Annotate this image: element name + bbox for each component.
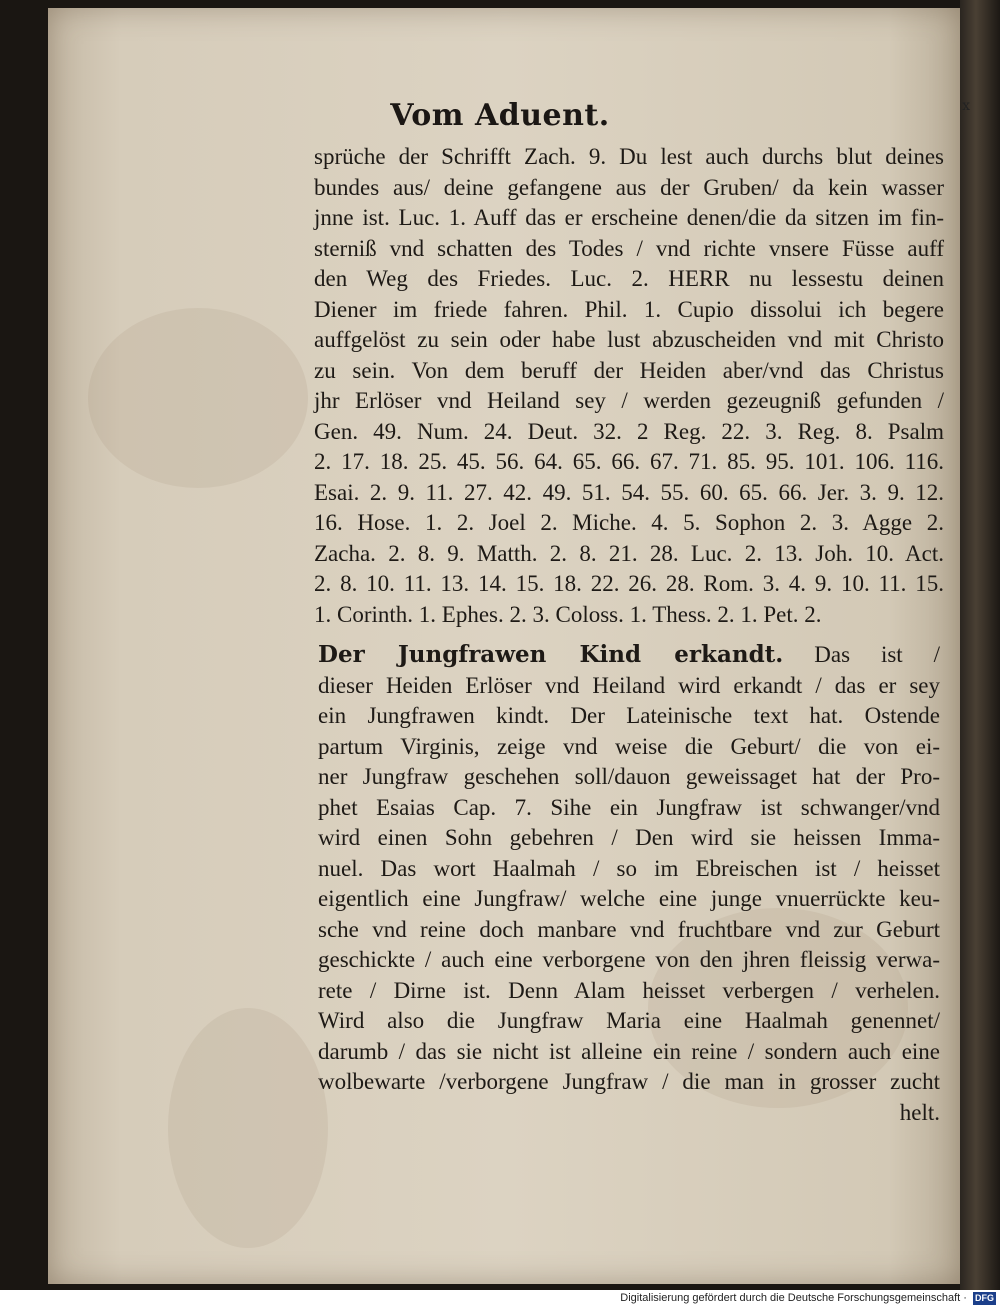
text-line: Gen. 49. Num. 24. Deut. 32. 2 Reg. 22. 3. Reg. 8. Psalm — [314, 418, 944, 444]
text-line: Esai. 2. 9. 11. 27. 42. 49. 51. 54. 55. 60. 65. 66. Jer. 3. 9. 12. — [314, 479, 944, 505]
text-line: nuel. Das wort Haalmah / so im Ebreischen ist / heisset — [318, 855, 940, 881]
text-line: 2. 17. 18. 25. 45. 56. 64. 65. 66. 67. 71. 85. 95. 101. 106. 116. — [314, 449, 944, 474]
dfg-logo: DFG — [975, 1292, 994, 1303]
section-heading: Der Jungfrawen Kind erkandt. — [318, 641, 784, 668]
paper-stain — [168, 1008, 328, 1248]
text-line: dieser Heiden Erlöser vnd Heiland wird erkandt / das er sey — [318, 672, 940, 698]
paragraph-1 — [314, 142, 944, 630]
text-line: wolbewarte /verborgene Jungfraw / die man in grosser zucht — [318, 1069, 940, 1094]
paper-stain — [88, 308, 308, 488]
text-line: jhr Erlöser vnd Heiland sey / werden gezeugniß gefunden / — [314, 388, 944, 413]
text-line: Zacha. 2. 8. 9. Matth. 2. 8. 21. 28. Luc. 2. 13. Joh. 10. Act. — [314, 540, 944, 566]
text-line: bundes aus/ deine gefangene aus der Gruben/ da kein wasser — [314, 174, 944, 200]
footer-credit-text: Digitalisierung gefördert durch die Deutsche Forschungsgemeinschaft · — [620, 1292, 967, 1304]
corner-mark: x — [962, 98, 970, 114]
text-line: auffgelöst zu sein oder habe lust abzuscheiden vnd mit Christo — [314, 327, 944, 352]
text-line: geschickte / auch eine verborgene von den jhren fleissig verwa- — [318, 947, 940, 972]
paragraph-2 — [318, 640, 940, 1128]
text-line: eigentlich eine Jungfraw/ welche eine junge vnuerrückte keu- — [318, 886, 940, 911]
text-line: zu sein. Von dem beruff der Heiden aber/vnd das Christus — [314, 357, 944, 383]
text-line: Diener im friede fahren. Phil. 1. Cupio dissolui ich begere — [314, 296, 944, 322]
text-line: den Weg des Friedes. Luc. 2. HERR nu lessestu deinen — [314, 266, 944, 291]
text-line: phet Esaias Cap. 7. Sihe ein Jungfraw ist schwanger/vnd — [318, 794, 940, 820]
text-line: darumb / das sie nicht ist alleine ein reine / sondern auch eine — [318, 1038, 940, 1064]
text-line: wird einen Sohn gebehren / Den wird sie heissen Imma- — [318, 825, 940, 850]
text-line: Wird also die Jungfraw Maria eine Haalmah genennet/ — [318, 1008, 940, 1033]
text-line: sterniß vnd schatten des Todes / vnd richte vnsere Füsse auff — [314, 235, 944, 261]
text-line: 2. 8. 10. 11. 13. 14. 15. 18. 22. 26. 28. Rom. 3. 4. 9. 10. 11. 15. — [314, 571, 944, 596]
text-line: 1. Corinth. 1. Ephes. 2. 3. Coloss. 1. Thess. 2. 1. Pet. 2. — [314, 601, 822, 627]
text-line: helt. — [899, 1099, 940, 1125]
text-line: 16. Hose. 1. 2. Joel 2. Miche. 4. 5. Sophon 2. 3. Agge 2. — [314, 510, 944, 535]
paragraph-first-line — [318, 640, 940, 671]
text-run: Das ist / — [814, 642, 941, 667]
text-line: ein Jungfrawen kindt. Der Lateinische text hat. Ostende — [318, 703, 940, 728]
running-head: Vom Aduent. — [390, 98, 610, 133]
text-line: ner Jungfraw geschehen soll/dauon geweissaget hat der Pro- — [318, 764, 940, 789]
text-line: rete / Dirne ist. Denn Alam heisset verbergen / verhelen. — [318, 977, 940, 1003]
text-line: partum Virginis, zeige vnd weise die Geburt/ die von ei- — [318, 733, 940, 759]
text-line: sche vnd reine doch manbare vnd fruchtbare vnd zur Geburt — [318, 916, 940, 942]
text-line: sprüche der Schrifft Zach. 9. Du lest auch durchs blut deines — [314, 144, 944, 169]
text-line: jnne ist. Luc. 1. Auff das er erscheine denen/die da sitzen im fin- — [314, 205, 944, 230]
page-edge — [960, 0, 1000, 1290]
footer-credit — [0, 1290, 1000, 1307]
